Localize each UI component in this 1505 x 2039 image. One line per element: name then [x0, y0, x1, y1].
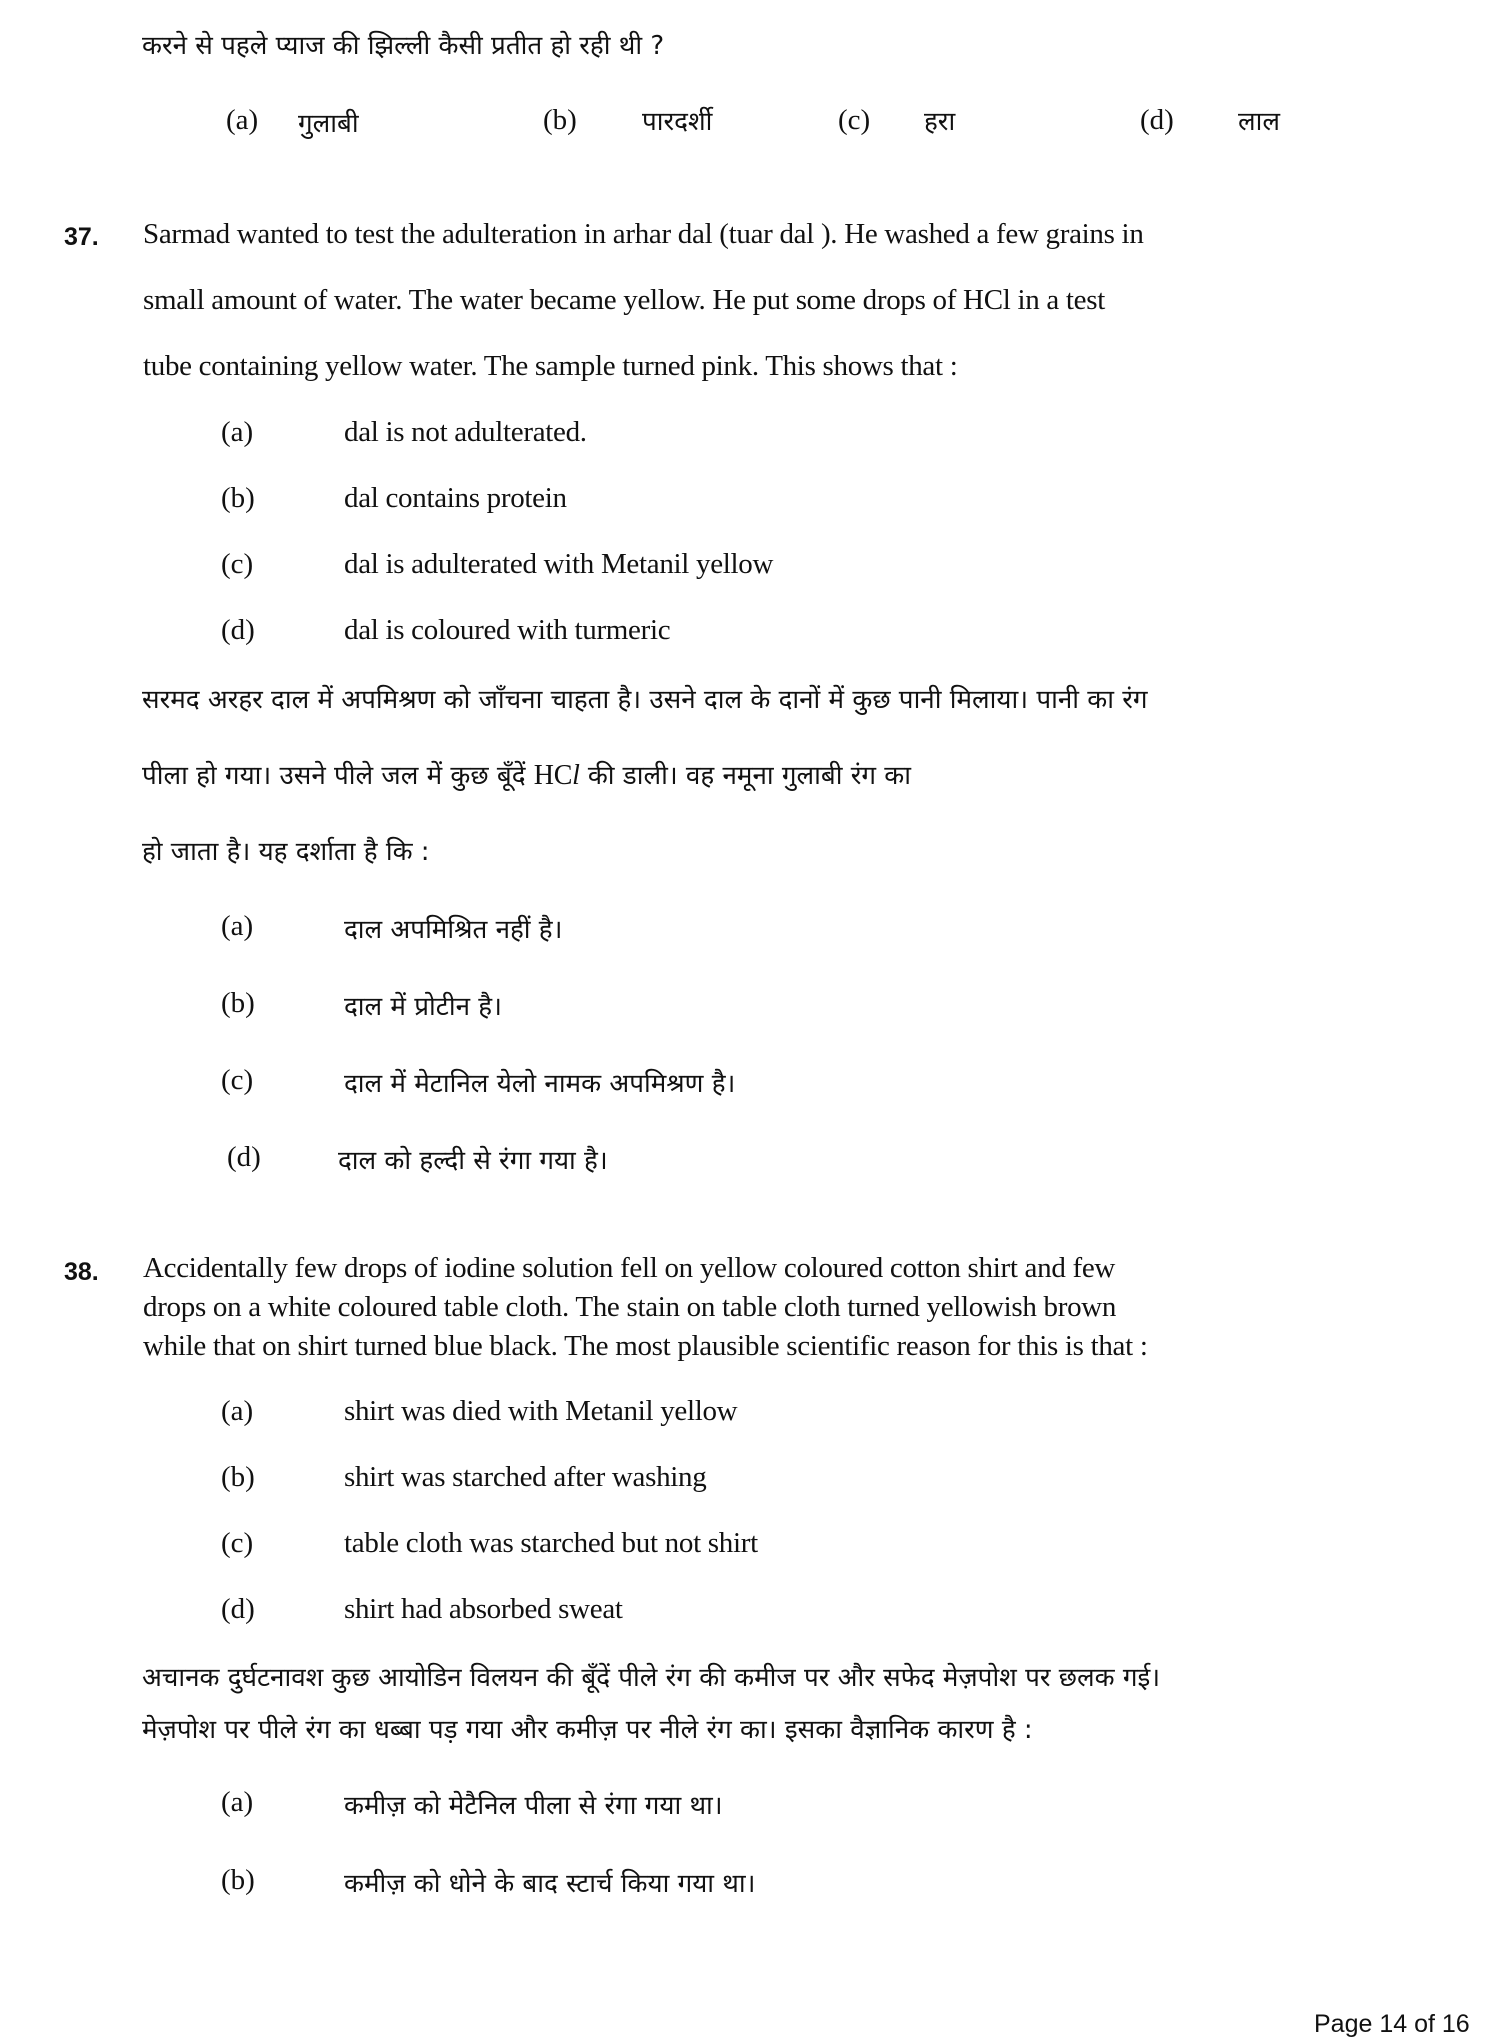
- prev-question-hindi-continuation: करने से पहले प्याज की झिल्ली कैसी प्रतीत हो रही थी ?: [142, 31, 665, 61]
- question-number: 38.: [64, 1258, 99, 1286]
- prev-option-b-text: पारदर्शी: [642, 107, 713, 137]
- option-b-label: (b): [221, 1461, 255, 1493]
- question-text-line: small amount of water. The water became yellow. He put some drops of HCl in a test: [143, 284, 1105, 316]
- option-b-text: shirt was starched after washing: [344, 1461, 707, 1493]
- hcl-formula: HCl: [533, 760, 580, 791]
- option-d-label: (d): [221, 614, 255, 646]
- question-text-line: Accidentally few drops of iodine solution fell on yellow coloured cotton shirt and few: [143, 1252, 1116, 1284]
- page-number: Page 14 of 16: [1314, 2010, 1470, 2038]
- option-d-label: (d): [221, 1593, 255, 1625]
- option-b-text-hi: दाल में प्रोटीन है।: [344, 992, 502, 1022]
- prev-option-b-label: (b): [543, 104, 577, 136]
- question-text-hindi-line: हो जाता है। यह दर्शाता है कि :: [142, 837, 430, 867]
- option-c-text-hi: दाल में मेटानिल येलो नामक अपमिश्रण है।: [344, 1069, 736, 1099]
- option-d-text: shirt had absorbed sweat: [344, 1593, 623, 1625]
- question-number: 37.: [64, 223, 99, 251]
- option-c-text: dal is adulterated with Metanil yellow: [344, 548, 774, 580]
- question-text-hindi-line: सरमद अरहर दाल में अपमिश्रण को जाँचना चाहता है। उसने दाल के दानों में कुछ पानी मिलाया। पानी का रंग: [142, 685, 1148, 715]
- prev-option-a-text: गुलाबी: [298, 109, 359, 139]
- option-b-text-hi: कमीज़ को धोने के बाद स्टार्च किया गया था।: [344, 1869, 756, 1899]
- prev-option-a-label: (a): [226, 104, 259, 136]
- option-b-label-hi: (b): [221, 987, 255, 1019]
- question-text-line: while that on shirt turned blue black. The most plausible scientific reason for this is that :: [143, 1330, 1148, 1362]
- option-d-text: dal is coloured with turmeric: [344, 614, 671, 646]
- option-a-label: (a): [221, 416, 254, 448]
- option-a-label: (a): [221, 1395, 254, 1427]
- option-a-text-hi: दाल अपमिश्रित नहीं है।: [344, 915, 563, 945]
- option-d-text-hi: दाल को हल्दी से रंगा गया है।: [338, 1146, 608, 1176]
- question-text-line: drops on a white coloured table cloth. The stain on table cloth turned yellowish brown: [143, 1291, 1117, 1323]
- option-a-text: shirt was died with Metanil yellow: [344, 1395, 738, 1427]
- option-a-text-hi: कमीज़ को मेटैनिल पीला से रंगा गया था।: [344, 1791, 723, 1821]
- option-d-label-hi: (d): [227, 1141, 261, 1173]
- prev-option-d-label: (d): [1140, 104, 1174, 136]
- option-c-text: table cloth was starched but not shirt: [344, 1527, 758, 1559]
- hindi-text-part: पीला हो गया। उसने पीले जल में कुछ बूँदें: [142, 761, 526, 791]
- question-text-hindi-line: [142, 756, 911, 792]
- option-c-label: (c): [221, 548, 254, 580]
- option-a-text: dal is not adulterated.: [344, 416, 587, 448]
- option-b-label-hi: (b): [221, 1864, 255, 1896]
- hindi-text-part: की डाली। वह नमूना गुलाबी रंग का: [587, 761, 911, 791]
- question-text-hindi-line: मेज़पोश पर पीले रंग का धब्बा पड़ गया और कमीज़ पर नीले रंग का। इसका वैज्ञानिक कारण है :: [142, 1715, 1033, 1745]
- option-b-label: (b): [221, 482, 255, 514]
- option-a-label-hi: (a): [221, 910, 254, 942]
- prev-option-c-text: हरा: [924, 107, 956, 137]
- prev-option-d-text: लाल: [1238, 107, 1280, 137]
- prev-option-c-label: (c): [838, 104, 871, 136]
- question-text-hindi-line: अचानक दुर्घटनावश कुछ आयोडिन विलयन की बूँदें पीले रंग की कमीज पर और सफेद मेज़पोश पर छलक गई।: [142, 1663, 1161, 1693]
- question-text-line: Sarmad wanted to test the adulteration in arhar dal (tuar dal ). He washed a few grains in: [143, 218, 1144, 250]
- option-c-label: (c): [221, 1527, 254, 1559]
- question-text-line: tube containing yellow water. The sample turned pink. This shows that :: [143, 350, 958, 382]
- option-c-label-hi: (c): [221, 1064, 254, 1096]
- option-b-text: dal contains protein: [344, 482, 567, 514]
- option-a-label-hi: (a): [221, 1786, 254, 1818]
